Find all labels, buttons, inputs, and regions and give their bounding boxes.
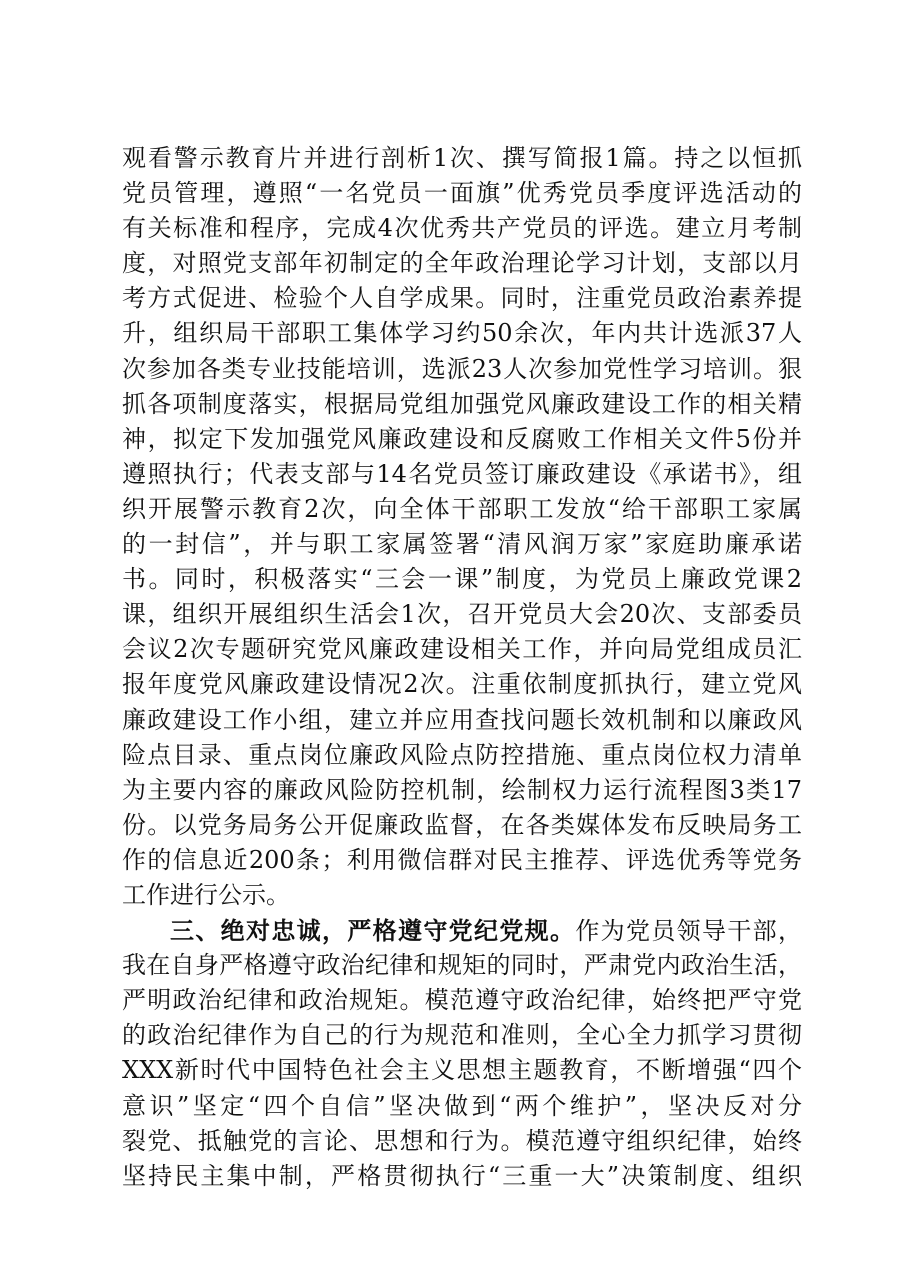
- text-line: 严明政治纪律和政治规矩。模范遵守政治纪律，始终把严守党: [122, 986, 802, 1015]
- text-line: 作的信息近200条；利用微信群对民主推荐、评选优秀等党务: [122, 845, 802, 874]
- text-line: 裂党、抵触党的言论、思想和行为。模范遵守组织纪律，始终: [122, 1126, 802, 1155]
- text-line: 遵照执行；代表支部与14名党员签订廉政建设《承诺书》，组: [122, 459, 802, 488]
- text-line: 神，拟定下发加强党风廉政建设和反腐败工作相关文件5份并: [122, 424, 802, 453]
- text-line: XXX新时代中国特色社会主义思想主题教育，不断增强“四个: [122, 1056, 802, 1085]
- text-line: 我在自身严格遵守政治纪律和规矩的同时，严肃党内政治生活，: [122, 951, 802, 980]
- text-line: 观看警示教育片并进行剖析1次、撰写简报1篇。持之以恒抓: [122, 144, 802, 172]
- text-line: 份。以党务局务公开促廉政监督，在各类媒体发布反映局务工: [122, 810, 802, 839]
- paragraph-1: [122, 141, 802, 913]
- text-line: [122, 913, 802, 948]
- text-line: 课，组织开展组织生活会1次，召开党员大会20次、支部委员: [122, 600, 802, 629]
- text-line: 党员管理，遵照“一名党员一面旗”优秀党员季度评选活动的: [122, 179, 802, 208]
- document-body: [122, 141, 802, 1194]
- text-line: 为主要内容的廉政风险防控机制，绘制权力运行流程图3类17: [122, 775, 802, 804]
- text-line: 险点目录、重点岗位廉政风险点防控措施、重点岗位权力清单: [122, 740, 802, 769]
- text-line: 升，组织局干部职工集体学习约50余次，年内共计选派37人: [122, 319, 802, 348]
- text-line: 抓各项制度落实，根据局党组加强党风廉政建设工作的相关精: [122, 389, 802, 418]
- text-line: 度，对照党支部年初制定的全年政治理论学习计划，支部以月: [122, 249, 802, 278]
- text-line: 意识”坚定“四个自信”坚决做到“两个维护”，坚决反对分: [122, 1091, 802, 1120]
- text-line: 工作进行公示。: [122, 880, 290, 909]
- text-line: 廉政建设工作小组，建立并应用查找问题长效机制和以廉政风: [122, 705, 802, 734]
- text-line: 有关标准和程序，完成4次优秀共产党员的评选。建立月考制: [122, 214, 802, 243]
- paragraph-2: [122, 913, 802, 1194]
- text-line: 考方式促进、检验个人自学成果。同时，注重党员政治素养提: [122, 284, 802, 313]
- text-line: 坚持民主集中制，严格贯彻执行“三重一大”决策制度、组织: [122, 1161, 802, 1190]
- section-heading: 三、绝对忠诚，严格遵守党纪党规。: [170, 916, 576, 946]
- text-line: 报年度党风廉政建设情况2次。注重依制度抓执行，建立党风: [122, 670, 802, 699]
- text-line: 的一封信”，并与职工家属签署“清风润万家”家庭助廉承诺: [122, 530, 802, 559]
- text-span: 作为党员领导干部，: [575, 917, 803, 946]
- text-line: 书。同时，积极落实“三会一课”制度，为党员上廉政党课2: [122, 565, 802, 594]
- text-line: 的政治纪律作为自己的行为规范和准则，全心全力抓学习贯彻: [122, 1021, 802, 1050]
- text-line: 会议2次专题研究党风廉政建设相关工作，并向局党组成员汇: [122, 635, 802, 664]
- text-line: 织开展警示教育2次，向全体干部职工发放“给干部职工家属: [122, 494, 802, 523]
- text-line: 次参加各类专业技能培训，选派23人次参加党性学习培训。狠: [122, 354, 802, 383]
